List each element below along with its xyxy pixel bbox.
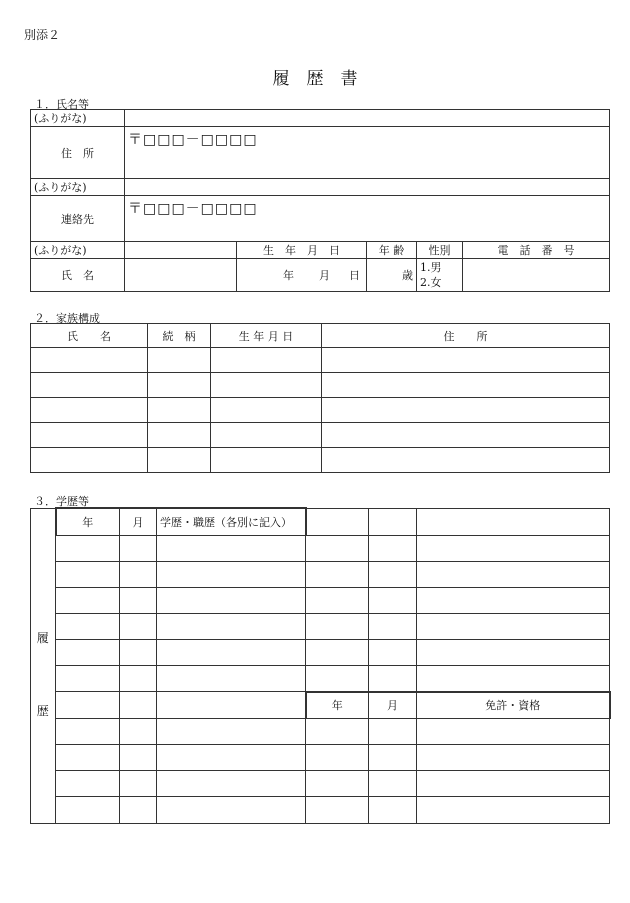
- history-content-cell[interactable]: [157, 719, 306, 745]
- license-content-cell[interactable]: [417, 745, 610, 771]
- table-row: [31, 771, 610, 797]
- family-address-cell[interactable]: [322, 373, 610, 398]
- family-birthdate-cell[interactable]: [211, 348, 322, 373]
- license-year-cell[interactable]: [306, 797, 369, 823]
- history-month-cell[interactable]: [120, 639, 157, 665]
- history-cell[interactable]: [369, 613, 417, 639]
- history-content-cell[interactable]: [157, 665, 306, 691]
- contact-label: 連絡先: [31, 196, 125, 242]
- history-year-cell[interactable]: [56, 745, 120, 771]
- history-cell[interactable]: [306, 561, 369, 587]
- history-cell[interactable]: [369, 561, 417, 587]
- history-content-cell[interactable]: [157, 587, 306, 613]
- postal-code-template: 〒□□□－□□□□: [128, 201, 258, 217]
- family-name-cell[interactable]: [31, 398, 148, 423]
- history-header-month: 月: [120, 508, 157, 535]
- table-row: [31, 639, 610, 665]
- license-content-cell[interactable]: [417, 771, 610, 797]
- table-row: [31, 535, 610, 561]
- history-header-year: 年: [56, 508, 120, 535]
- table-row: [31, 561, 610, 587]
- family-relation-cell[interactable]: [148, 398, 211, 423]
- table-row: [31, 348, 610, 373]
- license-year-cell[interactable]: [306, 719, 369, 745]
- license-year-cell[interactable]: [306, 745, 369, 771]
- family-birthdate-cell[interactable]: [211, 398, 322, 423]
- license-year-cell[interactable]: [306, 771, 369, 797]
- history-year-cell[interactable]: [56, 587, 120, 613]
- history-cell[interactable]: [306, 613, 369, 639]
- attachment-label: 別添２: [24, 28, 61, 42]
- history-side-label: [31, 508, 56, 823]
- family-address-cell[interactable]: [322, 398, 610, 423]
- history-content-cell[interactable]: [157, 771, 306, 797]
- history-month-cell[interactable]: [120, 613, 157, 639]
- section1-heading: １．氏名等: [34, 98, 89, 111]
- family-relation-cell[interactable]: [148, 373, 211, 398]
- history-month-cell[interactable]: [120, 561, 157, 587]
- family-name-cell[interactable]: [31, 348, 148, 373]
- family-table: [30, 323, 610, 473]
- history-year-cell[interactable]: [56, 639, 120, 665]
- table-row: [31, 613, 610, 639]
- history-cell[interactable]: [369, 587, 417, 613]
- age-unit: 歳: [402, 269, 413, 282]
- phone-header: 電 話 番 号: [463, 242, 610, 259]
- license-month-cell[interactable]: [369, 745, 417, 771]
- history-content-cell[interactable]: [157, 535, 306, 561]
- history-cell[interactable]: [306, 508, 369, 535]
- section3-heading: ３．学歴等: [34, 495, 89, 508]
- table-row: [31, 398, 610, 423]
- table-row: [31, 665, 610, 691]
- table-row: [31, 719, 610, 745]
- age-header: 年 齢: [367, 242, 417, 259]
- birthdate-header: 生 年 月 日: [237, 242, 367, 259]
- family-address-cell[interactable]: [322, 448, 610, 473]
- address-field[interactable]: [125, 127, 610, 179]
- family-header-name: 氏 名: [31, 324, 148, 348]
- furigana-label: (ふりがな): [31, 110, 125, 127]
- history-cell[interactable]: [369, 508, 417, 535]
- gender-option-female[interactable]: 2.女: [420, 276, 442, 289]
- history-cell[interactable]: [306, 535, 369, 561]
- birth-year-unit: 年: [283, 269, 294, 282]
- history-cell[interactable]: [369, 535, 417, 561]
- history-side-char-2: 歴: [36, 703, 49, 718]
- birth-day-unit: 日: [349, 269, 360, 282]
- family-relation-cell[interactable]: [148, 348, 211, 373]
- license-month-cell[interactable]: [369, 771, 417, 797]
- family-header-birthdate: 生 年 月 日: [211, 324, 322, 348]
- history-month-cell[interactable]: [120, 587, 157, 613]
- history-year-cell[interactable]: [56, 613, 120, 639]
- birth-month-unit: 月: [319, 269, 330, 282]
- family-header-address: 住 所: [322, 324, 610, 348]
- phone-field[interactable]: [463, 259, 610, 292]
- history-content-cell[interactable]: [157, 797, 306, 823]
- contact-field[interactable]: [125, 196, 610, 242]
- history-year-cell[interactable]: [56, 692, 120, 719]
- family-name-cell[interactable]: [31, 423, 148, 448]
- history-cell[interactable]: [417, 535, 610, 561]
- history-year-cell[interactable]: [56, 535, 120, 561]
- history-cell[interactable]: [369, 639, 417, 665]
- family-name-cell[interactable]: [31, 448, 148, 473]
- history-month-cell[interactable]: [120, 535, 157, 561]
- history-header-content: 学歴・職歴（各別に記入）: [157, 508, 306, 535]
- history-cell[interactable]: [369, 665, 417, 691]
- license-header-year: 年: [306, 692, 369, 719]
- history-content-cell[interactable]: [157, 639, 306, 665]
- history-side-char-1: 履: [36, 630, 49, 645]
- history-year-cell[interactable]: [56, 665, 120, 691]
- history-cell[interactable]: [417, 561, 610, 587]
- history-month-cell[interactable]: [120, 665, 157, 691]
- personal-info-table: [30, 109, 610, 292]
- table-row: [31, 423, 610, 448]
- history-cell[interactable]: [417, 639, 610, 665]
- history-table: [30, 507, 611, 824]
- family-address-cell[interactable]: [322, 348, 610, 373]
- gender-option-male[interactable]: 1.男: [420, 261, 442, 274]
- history-year-cell[interactable]: [56, 771, 120, 797]
- history-month-cell[interactable]: [120, 692, 157, 719]
- history-cell[interactable]: [306, 665, 369, 691]
- license-month-cell[interactable]: [369, 719, 417, 745]
- history-cell[interactable]: [417, 613, 610, 639]
- furigana-contact-field[interactable]: [125, 179, 610, 196]
- history-content-cell[interactable]: [157, 692, 306, 719]
- table-row: [31, 797, 610, 823]
- address-label: 住 所: [31, 127, 125, 179]
- section2-heading: ２．家族構成: [34, 312, 100, 325]
- name-field[interactable]: [125, 259, 237, 292]
- history-month-cell[interactable]: [120, 719, 157, 745]
- table-row: [31, 448, 610, 473]
- license-month-cell[interactable]: [369, 797, 417, 823]
- family-header-relation: 続 柄: [148, 324, 211, 348]
- gender-header: 性別: [417, 242, 463, 259]
- family-relation-cell[interactable]: [148, 423, 211, 448]
- family-address-cell[interactable]: [322, 423, 610, 448]
- furigana-address-field[interactable]: [125, 110, 610, 127]
- history-cell[interactable]: [417, 508, 610, 535]
- gender-options[interactable]: [417, 259, 463, 292]
- license-content-cell[interactable]: [417, 719, 610, 745]
- family-birthdate-cell[interactable]: [211, 373, 322, 398]
- birthdate-field[interactable]: [237, 259, 367, 292]
- history-month-cell[interactable]: [120, 745, 157, 771]
- license-header-content: 免許・資格: [417, 692, 610, 719]
- furigana-label: (ふりがな): [31, 242, 125, 259]
- page-title: 履 歴 書: [272, 69, 358, 89]
- table-row: [31, 745, 610, 771]
- history-year-cell[interactable]: [56, 797, 120, 823]
- postal-code-template: 〒□□□－□□□□: [128, 132, 258, 148]
- family-birthdate-cell[interactable]: [211, 448, 322, 473]
- history-content-cell[interactable]: [157, 745, 306, 771]
- history-year-cell[interactable]: [56, 561, 120, 587]
- furigana-label: (ふりがな): [31, 179, 125, 196]
- license-content-cell[interactable]: [417, 797, 610, 823]
- history-cell[interactable]: [306, 587, 369, 613]
- family-relation-cell[interactable]: [148, 448, 211, 473]
- history-cell[interactable]: [417, 665, 610, 691]
- history-content-cell[interactable]: [157, 561, 306, 587]
- history-cell[interactable]: [306, 639, 369, 665]
- history-month-cell[interactable]: [120, 797, 157, 823]
- history-year-cell[interactable]: [56, 719, 120, 745]
- furigana-name-field[interactable]: [125, 242, 237, 259]
- license-header-month: 月: [369, 692, 417, 719]
- name-label: 氏 名: [31, 259, 125, 292]
- table-row: [31, 587, 610, 613]
- history-cell[interactable]: [417, 587, 610, 613]
- table-row: [31, 692, 610, 719]
- table-row: [31, 373, 610, 398]
- age-field[interactable]: [367, 259, 417, 292]
- family-name-cell[interactable]: [31, 373, 148, 398]
- family-birthdate-cell[interactable]: [211, 423, 322, 448]
- history-month-cell[interactable]: [120, 771, 157, 797]
- history-content-cell[interactable]: [157, 613, 306, 639]
